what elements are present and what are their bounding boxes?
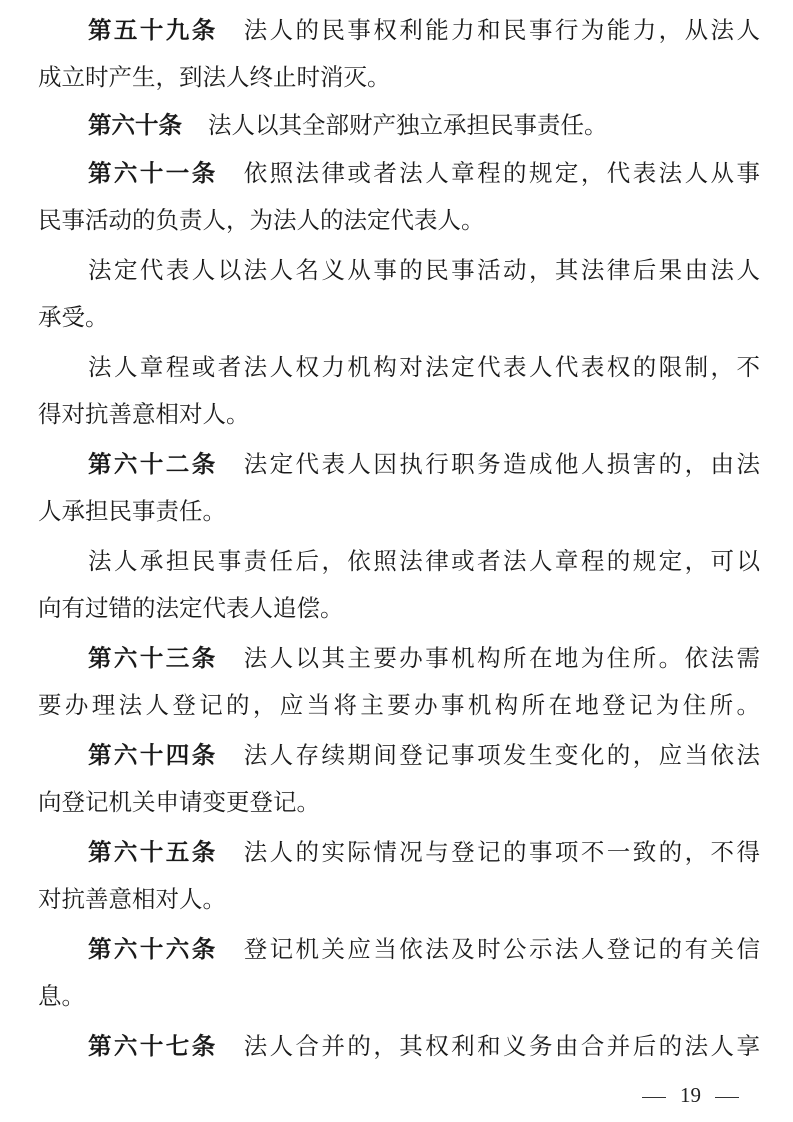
article-59-continuation: 成立时产生，到法人终止时消灭。 (38, 63, 391, 91)
article-66-first-line (88, 929, 760, 969)
article-65-first-line (88, 832, 760, 872)
article-number: 第六十七条 (88, 1032, 218, 1060)
article-text: 法人的民事权利能力和民事行为能力，从法人 (243, 16, 760, 44)
article-67-first-line (88, 1026, 760, 1066)
article-text: 登记机关应当依法及时公示法人登记的有关信 (243, 935, 760, 963)
article-61-first-line (88, 153, 760, 193)
article-63-continuation: 要办理法人登记的，应当将主要办事机构所在地登记为住所。 (38, 691, 760, 719)
article-63-first-line (88, 638, 760, 678)
footer-dash-right (715, 1097, 739, 1098)
article-66-continuation: 息。 (38, 982, 85, 1010)
article-text: 法人存续期间登记事项发生变化的，应当依法 (243, 741, 760, 769)
article-64-continuation: 向登记机关申请变更登记。 (38, 788, 320, 816)
article-61-paragraph-3-line-1: 法人章程或者法人权力机构对法定代表人代表权的限制，不 (88, 353, 760, 381)
article-59-first-line (88, 10, 760, 50)
article-61-paragraph-2-line-1: 法定代表人以法人名义从事的民事活动，其法律后果由法人 (88, 256, 760, 284)
article-text: 依照法律或者法人章程的规定，代表法人从事 (243, 159, 760, 187)
article-65-continuation: 对抗善意相对人。 (38, 885, 226, 913)
article-text: 法人以其主要办事机构所在地为住所。依法需 (243, 644, 760, 672)
article-64-first-line (88, 735, 760, 775)
article-text: 法人的实际情况与登记的事项不一致的，不得 (243, 838, 760, 866)
footer-dash-left (642, 1097, 666, 1098)
article-number: 第六十二条 (88, 450, 218, 478)
article-text: 法人以其全部财产独立承担民事责任。 (208, 111, 608, 139)
article-number: 第六十三条 (88, 644, 218, 672)
article-62-first-line (88, 444, 760, 484)
article-62-continuation: 人承担民事责任。 (38, 497, 226, 525)
article-61-paragraph-3-line-2: 得对抗善意相对人。 (38, 400, 250, 428)
article-62-paragraph-2-line-1: 法人承担民事责任后，依照法律或者法人章程的规定，可以 (88, 547, 760, 575)
article-number: 第六十五条 (88, 838, 218, 866)
article-60-first-line (88, 105, 760, 145)
article-text: 法定代表人因执行职务造成他人损害的，由法 (243, 450, 760, 478)
article-text: 法人合并的，其权利和义务由合并后的法人享 (243, 1032, 760, 1060)
page-number: 19 (680, 1083, 701, 1107)
article-number: 第六十一条 (88, 159, 218, 187)
article-number: 第六十六条 (88, 935, 218, 963)
article-61-continuation: 民事活动的负责人，为法人的法定代表人。 (38, 206, 485, 234)
page-number-footer (628, 1080, 753, 1110)
article-number: 第六十条 (88, 111, 182, 139)
article-number: 第六十四条 (88, 741, 218, 769)
article-62-paragraph-2-line-2: 向有过错的法定代表人追偿。 (38, 594, 344, 622)
article-number: 第五十九条 (88, 16, 218, 44)
article-61-paragraph-2-line-2: 承受。 (38, 303, 109, 331)
